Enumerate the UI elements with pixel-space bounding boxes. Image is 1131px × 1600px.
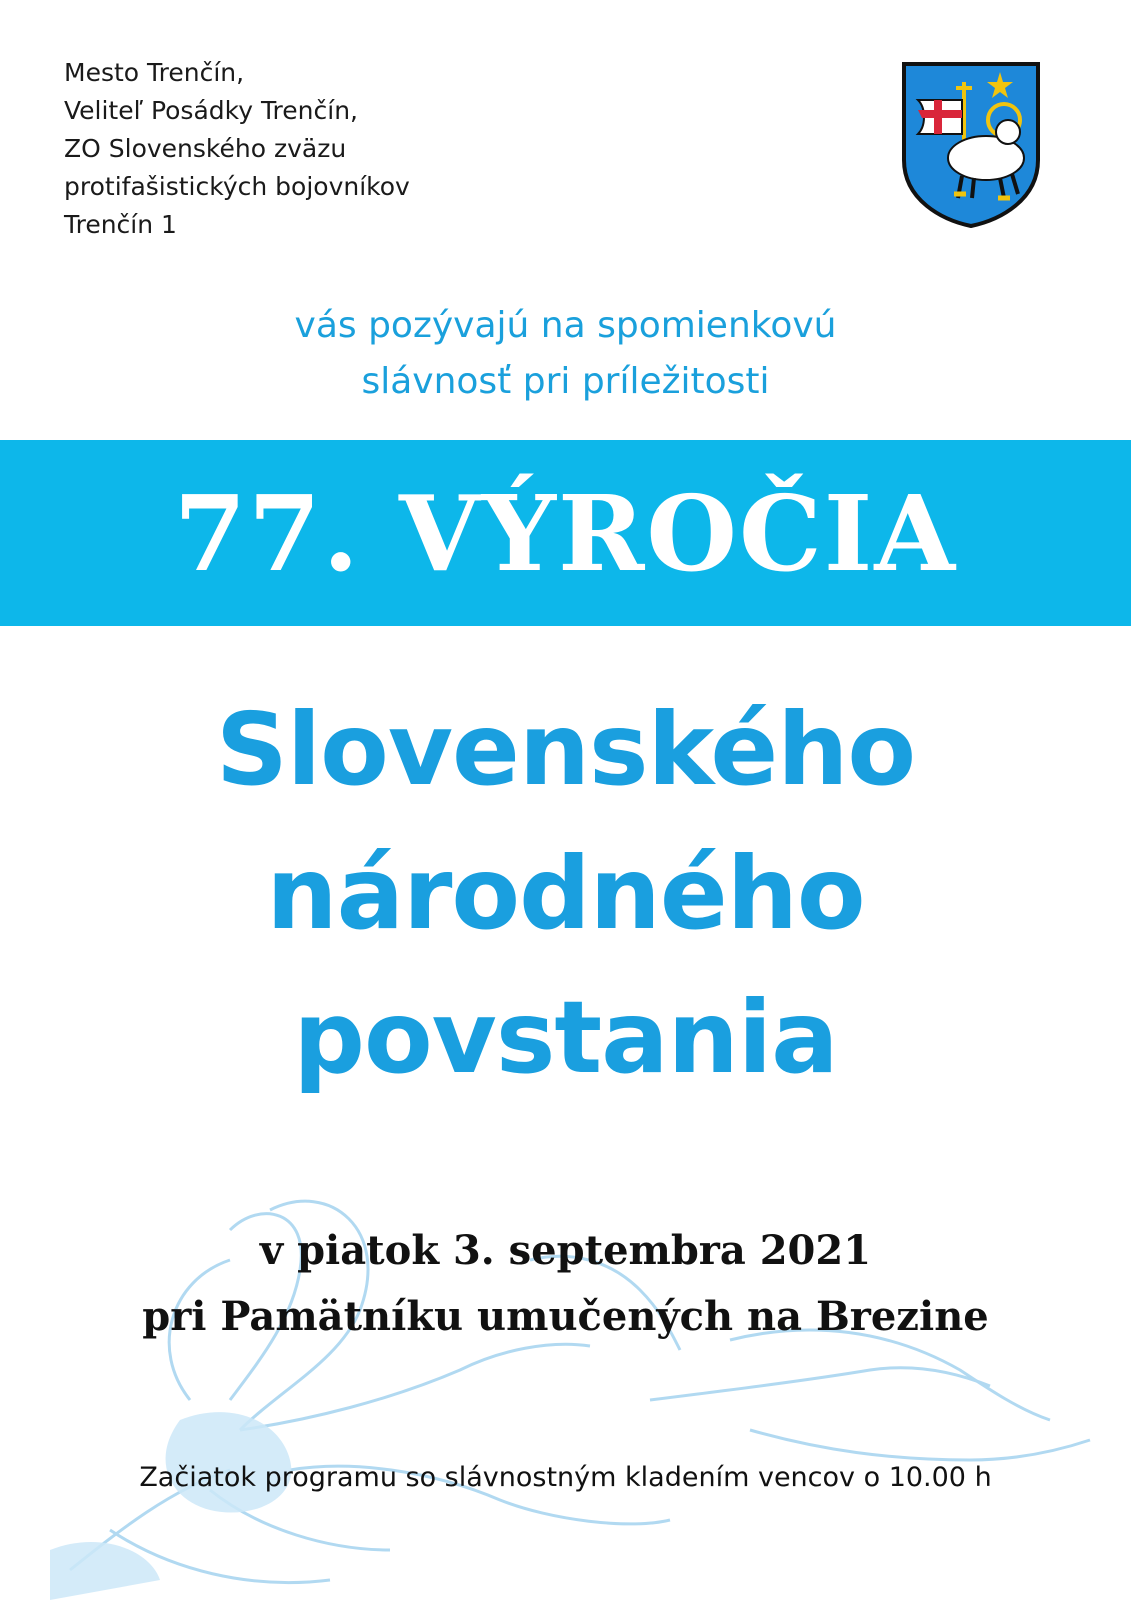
program-start: Začiatok programu so slávnostným kladením vencov o 10.00 h — [139, 1462, 992, 1493]
trencin-coat-of-arms-icon — [900, 60, 1042, 230]
organizer-line: protifašistických bojovníkov — [64, 172, 410, 201]
event-title-line-1: Slovenského — [215, 691, 916, 808]
event-title — [0, 678, 1131, 1110]
anniversary-heading: 77. VÝROČIA — [173, 471, 958, 595]
organizer-line: Trenčín 1 — [64, 210, 177, 239]
invitation-text — [0, 298, 1131, 410]
event-title-line-3: povstania — [293, 979, 838, 1096]
invitation-line-1: vás pozývajú na spomienkovú — [294, 305, 837, 346]
organizer-line: Veliteľ Posádky Trenčín, — [64, 96, 358, 125]
event-place: pri Pamätníku umučených na Brezine — [142, 1293, 989, 1340]
invitation-line-2: slávnosť pri príležitosti — [361, 361, 770, 402]
event-date: v piatok 3. septembra 2021 — [259, 1227, 872, 1274]
event-title-line-2: národného — [266, 835, 865, 952]
organizer-line: ZO Slovenského zväzu — [64, 134, 347, 163]
organizers-block — [64, 54, 410, 244]
organizer-line: Mesto Trenčín, — [64, 58, 245, 87]
event-date-place — [0, 1218, 1131, 1350]
